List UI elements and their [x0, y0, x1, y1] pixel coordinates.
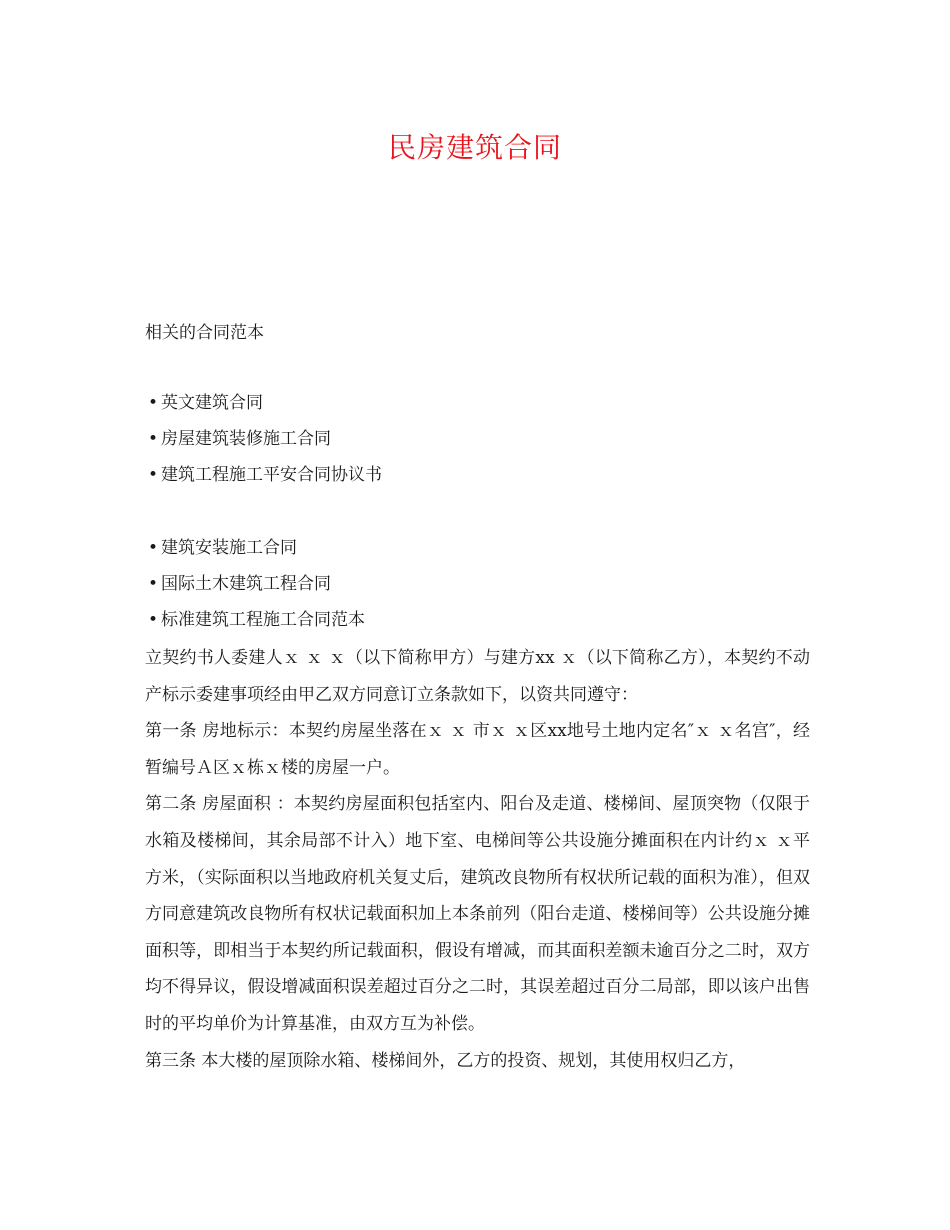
related-template-item[interactable]: [145, 530, 365, 566]
related-template-link[interactable]: 房屋建筑装修施工合同: [161, 429, 331, 449]
related-template-link[interactable]: 国际土木建筑工程合同: [161, 574, 331, 594]
related-template-item[interactable]: [145, 457, 382, 493]
related-template-link[interactable]: 英文建筑合同: [161, 393, 263, 413]
related-templates-list-1: [145, 385, 382, 493]
document-title: 民房建筑合同: [387, 131, 562, 164]
related-template-item[interactable]: [145, 602, 365, 638]
bullet-icon: •: [147, 538, 159, 558]
bullet-icon: •: [147, 393, 159, 413]
bullet-icon: •: [147, 610, 159, 630]
bullet-icon: •: [147, 574, 159, 594]
contract-body: [145, 640, 810, 1079]
related-template-link[interactable]: 建筑安装施工合同: [161, 538, 297, 558]
bullet-icon: •: [147, 465, 159, 485]
article-2: 第二条 房屋面积 ：本契约房屋面积包括室内、阳台及走道、楼梯间、屋顶突物（仅限于水箱及楼梯间，其余局部不计入）地下室、电梯间等公共设施分摊面积在内计约ｘ ｘ平方米，（实际面积以当地政府机关复丈后，建筑改良物所有权状所记载的面积为准），但双方同意建筑改良物所有权状记载面积加上本条前列（阳台走道、楼梯间等）公共设施分摊面积等，即相当于本契约所记载面积，假设有增减，而其面积差额未逾百分之二时，双方均不得异议，假设增减面积误差超过百分之二时，其误差超过百分二局部，即以该户出售时的平均单价为计算基准，由双方互为补偿。: [145, 794, 810, 1034]
related-templates-list-2: [145, 530, 365, 638]
related-template-item[interactable]: [145, 566, 365, 602]
related-template-link[interactable]: 建筑工程施工平安合同协议书: [161, 465, 382, 485]
related-template-item[interactable]: [145, 421, 382, 457]
contract-preamble: 立契约书人委建人ｘ ｘ ｘ（以下简称甲方）与建方xx ｘ（以下简称乙方），本契约不动产标示委建事项经由甲乙双方同意订立条款如下，以资共同遵守：: [145, 648, 810, 705]
bullet-icon: •: [147, 429, 159, 449]
related-templates-label: 相关的合同范本: [145, 323, 264, 343]
related-template-link[interactable]: 标准建筑工程施工合同范本: [161, 610, 365, 630]
article-1: 第一条 房地标示：本契约房屋坐落在ｘ ｘ 市ｘ ｘ区xx地号土地内定名″ｘ ｘ名宫″，经暂编号Ａ区ｘ栋ｘ楼的房屋一户。: [145, 721, 810, 778]
related-template-item[interactable]: [145, 385, 382, 421]
article-3: 第三条 本大楼的屋顶除水箱、楼梯间外，乙方的投资、规划，其使用权归乙方，: [145, 1050, 746, 1071]
